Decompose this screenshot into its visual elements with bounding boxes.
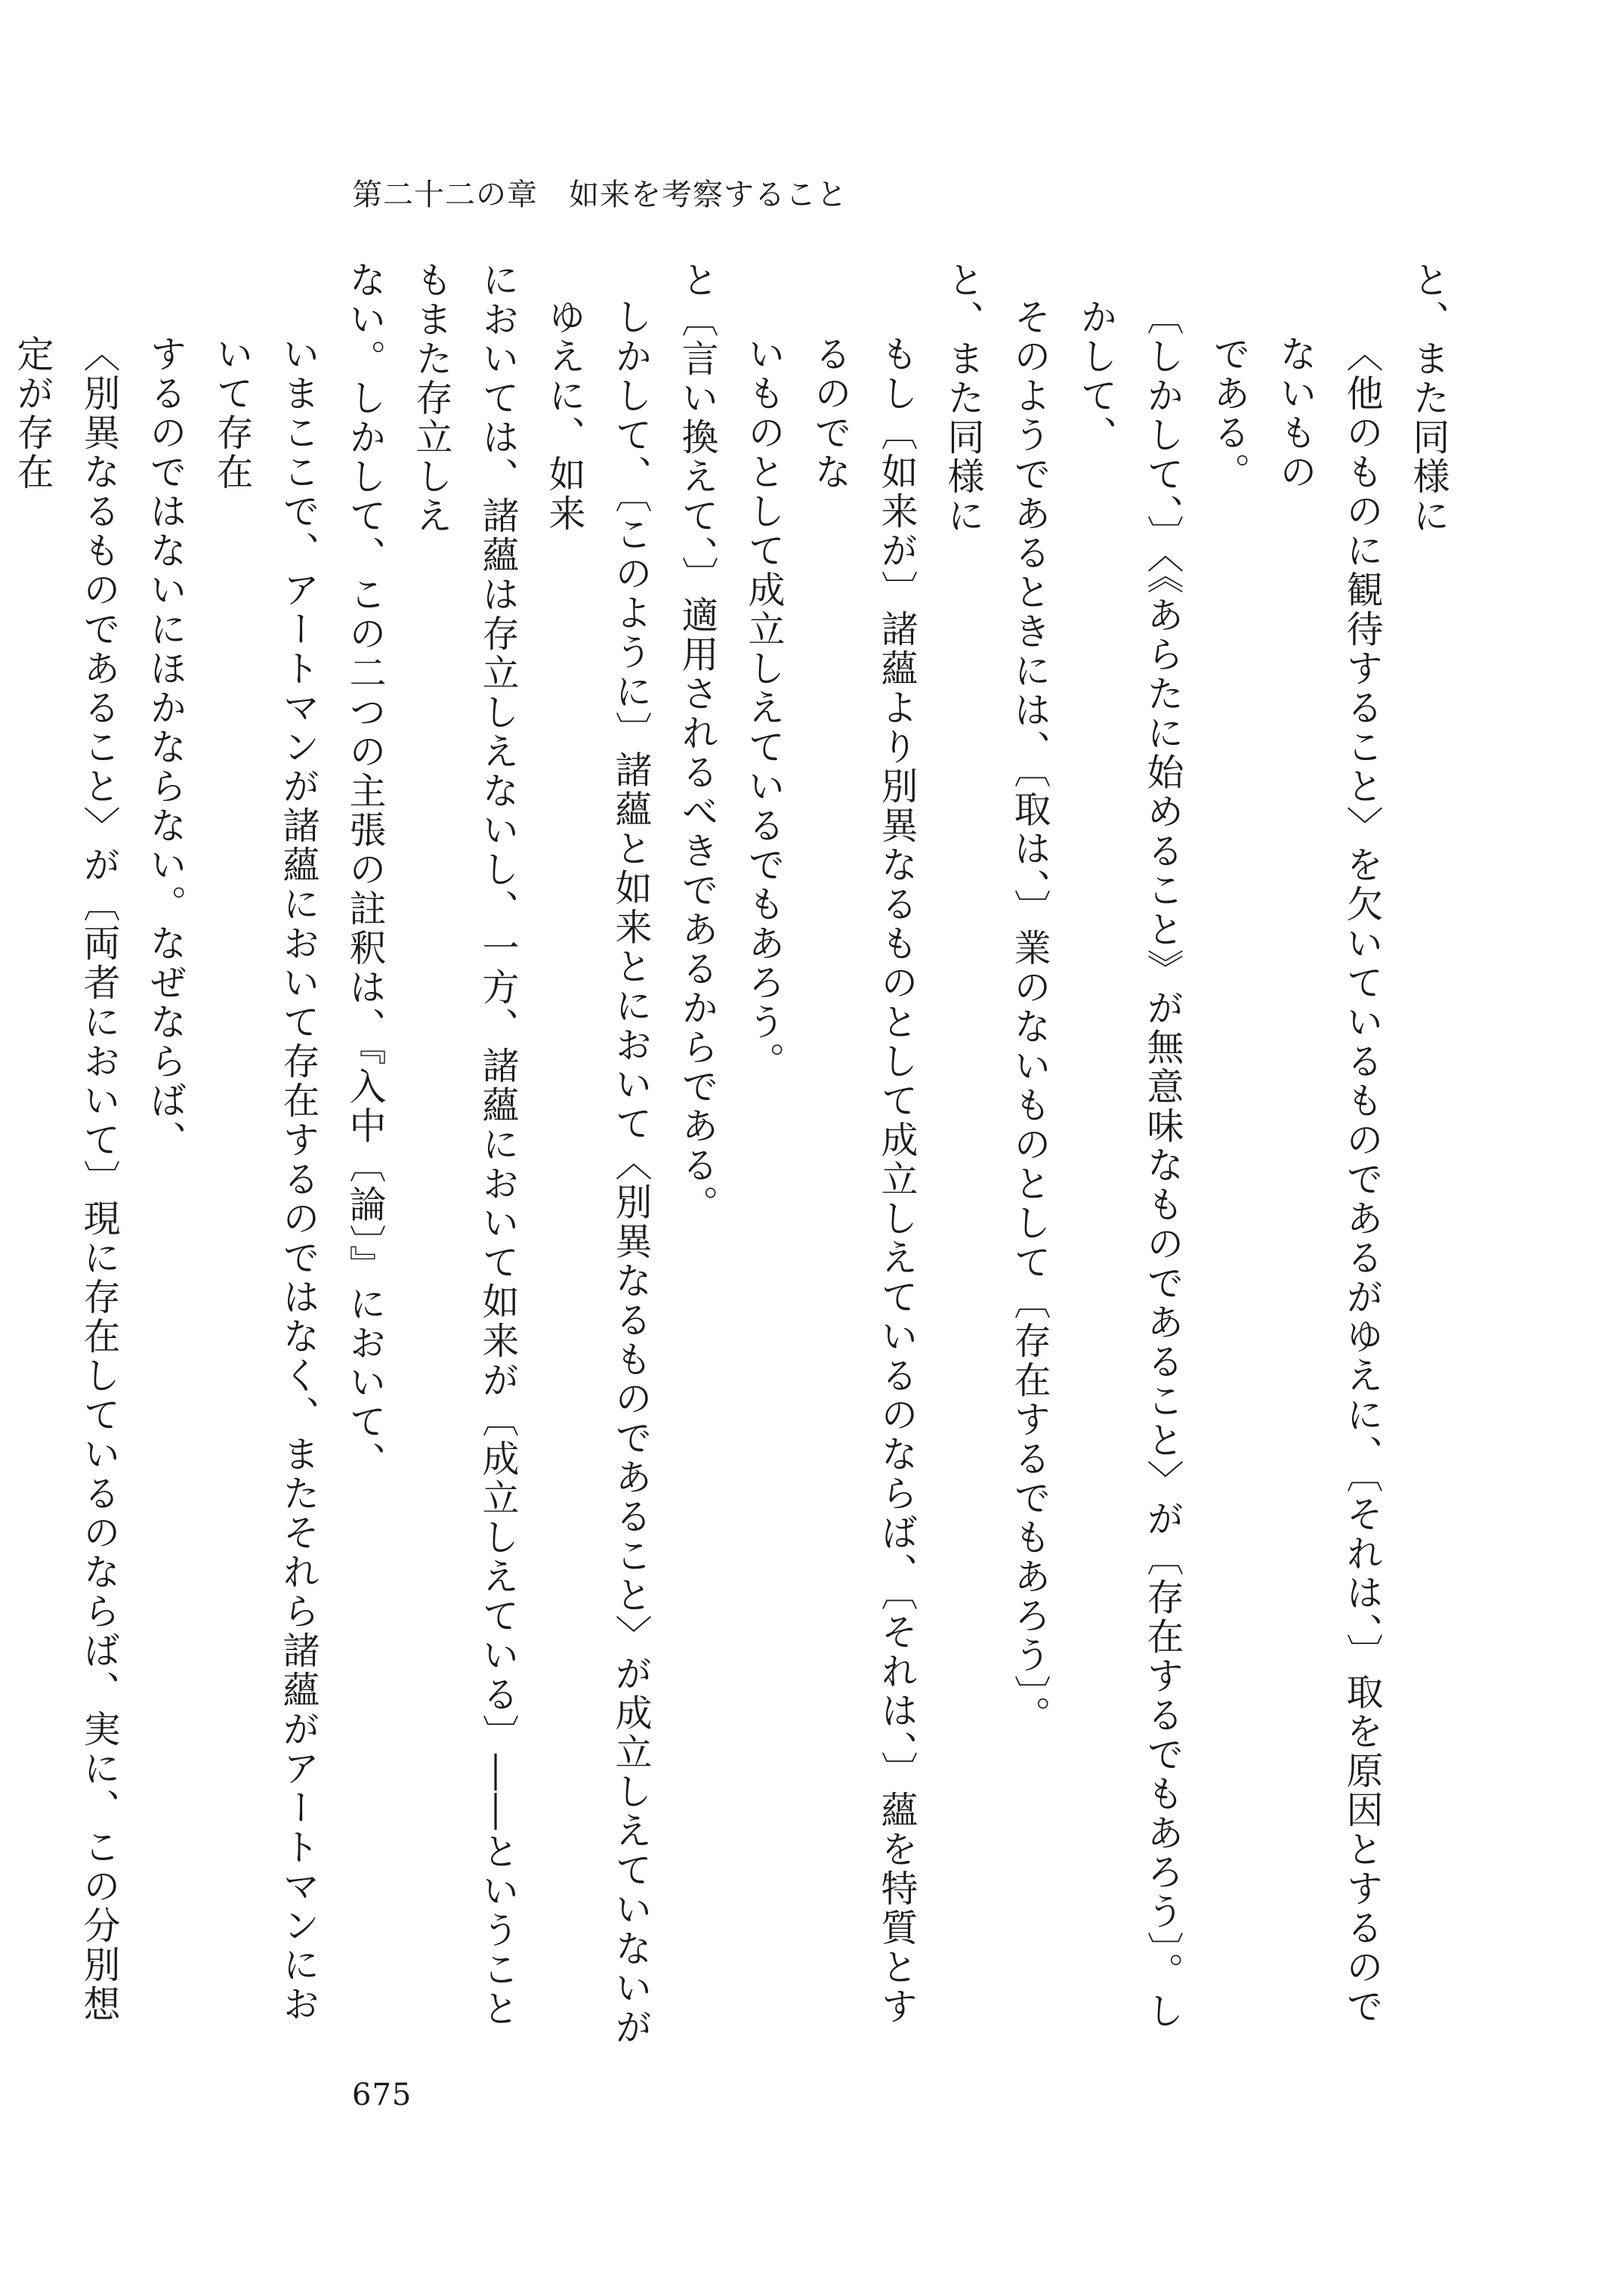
text-line: においては、諸蘊は存立しえないし、一方、諸蘊において如来が〔成立しえている〕――ということもまた存立しえ	[410, 261, 520, 2029]
text-line: いものとして成立しえているでもあろう。	[743, 335, 786, 1081]
page-number: 675	[352, 2078, 412, 2112]
running-head: 第二十二の章 如来を考察すること	[352, 178, 848, 212]
text-line: ない。しかして、この二つの主張の註釈は、『入中〔論〕』において、	[344, 261, 387, 1481]
text-line: もし〔如来が〕諸蘊より別異なるものとして成立しえているのならば、〔それは、〕蘊を特質とするのでな	[809, 335, 919, 2026]
text-line: と、また同様に	[1407, 261, 1450, 536]
text-line: と、また同様に	[942, 261, 985, 536]
text-line: である。	[1208, 335, 1251, 492]
text-line: するのではないにほかならない。なぜならば、	[144, 335, 187, 1160]
text-line: 〔しかして、〕〈《あらたに始めること》が無意味なものであること〉が〔存在するでもあろう〕。しかして、	[1075, 298, 1184, 2031]
body-text	[11, 261, 1462, 2059]
text-line: 〈別異なるものであること〉が〔両者において〕現に存在しているのならば、実に、この分別想定が存在	[11, 335, 121, 2024]
text-line: 〈他のものに観待すること〉を欠いているものであるがゆえに、〔それは、〕取を原因とするのでないもの	[1274, 335, 1384, 2026]
text-line: と〔言い換えて、〕適用されるべきであるからである。	[676, 261, 719, 1225]
text-line: しかして、〔このように〕諸蘊と如来とにおいて〈別異なるものであること〉が成立しえていないがゆえに、如来	[543, 298, 653, 2047]
text-line: いまここで、アートマンが諸蘊において存在するのではなく、またそれら諸蘊がアートマンにおいて存在	[211, 335, 320, 2024]
text-line: そのようであるときには、〔取は、〕業のないものとして〔存在するでもあろう〕。	[1008, 298, 1051, 1735]
